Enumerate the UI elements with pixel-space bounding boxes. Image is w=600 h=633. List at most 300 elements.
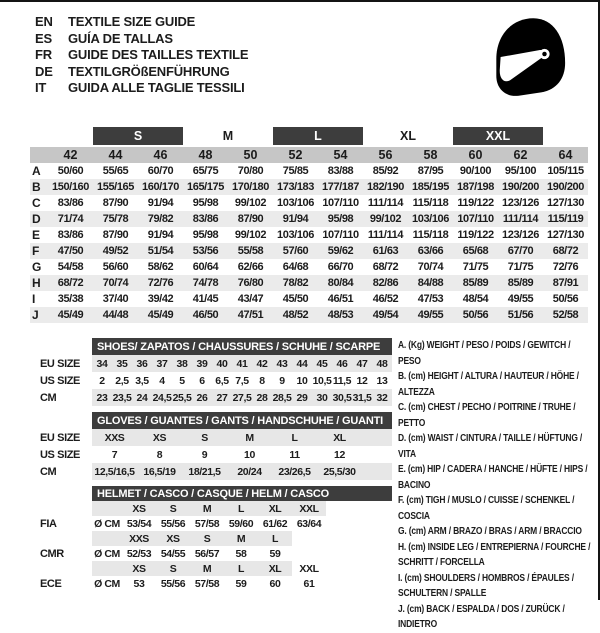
legend-line: D. (cm) WAIST / CINTURA / TAILLE / HÜFTUNG / VITA [398, 433, 583, 460]
size-value-cell: 47/51 [228, 307, 273, 323]
size-value-cell: 65/75 [192, 165, 219, 177]
language-code: IT [35, 80, 47, 95]
row-label: CM [30, 389, 92, 406]
size-value-cell: 30,5 [332, 389, 352, 406]
size-group-label: L [273, 127, 363, 146]
language-title: GUIDE DES TAILLES TEXTILE [68, 47, 249, 62]
size-value-cell: 87/90 [102, 229, 129, 241]
size-value-cell: 20/24 [227, 463, 272, 480]
size-value-cell: 45/50 [282, 293, 309, 305]
size-value-cell: 182/190 [363, 179, 408, 195]
table-title-bar: SHOES/ ZAPATOS / CHAUSSURES / SCHUHE / SCARPE [92, 338, 392, 355]
size-value-cell: 48/52 [273, 307, 318, 323]
size-value-cell: 67/70 [498, 243, 543, 259]
size-column-header: 46 [138, 146, 183, 163]
lower-tables [30, 338, 392, 597]
size-value-cell: 30 [312, 389, 332, 406]
size-value-cell: 11,5 [332, 374, 352, 387]
size-value-cell: 47/53 [417, 293, 444, 305]
size-value-cell: 115/118 [412, 229, 449, 241]
size-value-cell: 35 [112, 355, 132, 372]
racing-helmet-icon [486, 10, 572, 104]
size-value-cell: 87/91 [543, 275, 588, 291]
size-value-cell: 91/94 [147, 229, 174, 241]
size-value-cell: 71/75 [507, 261, 534, 273]
unit-cell: Ø CM [94, 517, 120, 530]
size-value-cell: 35/38 [57, 293, 84, 305]
size-value-cell: XL [317, 429, 362, 446]
size-value-cell: 50/60 [57, 165, 84, 177]
size-value-cell: 27 [212, 389, 232, 406]
size-value-cell: 48/53 [318, 307, 363, 323]
size-value-cell: 71/75 [462, 261, 489, 273]
size-value-cell: 47/50 [48, 243, 93, 259]
language-list [35, 14, 248, 97]
size-group-label: M [183, 127, 273, 146]
size-value-cell: 55/56 [160, 577, 186, 590]
size-64-gap-cell [543, 127, 588, 146]
size-value-cell: 46/51 [327, 293, 354, 305]
size-value-cell: 55/56 [160, 517, 186, 530]
size-value-cell: 49/55 [408, 307, 453, 323]
size-value-cell: 103/106 [408, 211, 453, 227]
size-value-cell: 43 [272, 355, 292, 372]
size-value-cell: 119/122 [457, 229, 494, 241]
size-value-cell: 44 [292, 355, 312, 372]
measurement-row-label: F [30, 243, 48, 259]
helmet-size-header: L [258, 531, 292, 546]
size-value-cell: 75/78 [93, 211, 138, 227]
helmet-size-header [292, 531, 326, 546]
measurement-legend [398, 338, 592, 633]
size-value-cell: 99/102 [234, 197, 267, 209]
textile-size-table [30, 127, 588, 323]
size-value-cell: 79/82 [138, 211, 183, 227]
size-value-cell: 54/55 [160, 547, 186, 560]
language-row [35, 31, 248, 48]
size-value-cell: 57/58 [194, 577, 220, 590]
size-column-header: 50 [228, 146, 273, 163]
measurement-row-label: B [30, 179, 48, 195]
size-value-cell: 72/76 [552, 261, 579, 273]
size-group-label: XXL [453, 127, 543, 146]
size-value-cell: 90/100 [459, 165, 492, 177]
size-value-cell: 16,5/19 [137, 463, 182, 480]
size-column-header: 64 [543, 146, 588, 163]
size-value-cell: 155/165 [93, 179, 138, 195]
size-42-gap-cell [48, 127, 93, 146]
size-value-cell: 111/114 [367, 197, 404, 209]
size-value-cell: 63/66 [408, 243, 453, 259]
gloves-size-table [30, 412, 392, 480]
legend-line: G. (cm) ARM / BRAZO / BRAS / ARM / BRACCIO [398, 526, 582, 537]
size-row-corner [30, 146, 48, 163]
language-title: GUÍA DE TALLAS [68, 30, 173, 46]
language-title: TEXTILE SIZE GUIDE [68, 14, 196, 29]
helmet-size-header: S [190, 531, 224, 546]
outside-cell [30, 486, 92, 501]
size-value-cell: 59/62 [318, 243, 363, 259]
size-value-cell: 11 [289, 448, 300, 461]
legend-line: J. (cm) BACK / ESPALDA / DOS / ZURÜCK / INDIETRO [398, 603, 565, 630]
measurement-row-label: D [30, 211, 48, 227]
size-value-cell: 63/64 [296, 517, 322, 530]
size-value-cell: 45/49 [138, 307, 183, 323]
size-value-cell: 53 [133, 577, 145, 590]
size-value-cell: 10 [296, 374, 308, 387]
size-value-cell: 60/64 [192, 261, 219, 273]
size-value-cell: 2 [99, 374, 105, 387]
language-row [35, 64, 248, 81]
language-title: GUIDA ALLE TAGLIE TESSILI [68, 80, 245, 95]
row-label: EU SIZE [30, 355, 92, 372]
size-value-cell: 58/62 [147, 261, 174, 273]
size-value-cell: 75/85 [282, 165, 309, 177]
size-value-cell: 105/115 [547, 165, 584, 177]
measurement-row-label: A [32, 164, 41, 178]
language-code: ES [35, 30, 52, 46]
unit-cell: Ø CM [94, 577, 120, 590]
size-value-cell: 25,5/30 [317, 463, 362, 480]
size-value-cell: 53/54 [126, 517, 152, 530]
size-value-cell: 37 [152, 355, 172, 372]
helmet-size-header: XXL [299, 562, 319, 575]
size-value-cell: 49/54 [363, 307, 408, 323]
filler-cell [326, 516, 392, 531]
helmet-size-header: XXS [122, 531, 156, 546]
size-value-cell: 177/187 [318, 179, 363, 195]
size-value-cell: 6,5 [215, 374, 229, 387]
size-value-cell: 23 [92, 389, 112, 406]
size-value-cell: 39 [192, 355, 212, 372]
size-value-cell: 18/21,5 [182, 463, 227, 480]
size-value-cell: 45/49 [48, 307, 93, 323]
size-value-cell: 91/94 [147, 197, 174, 209]
size-value-cell: 160/170 [138, 179, 183, 195]
size-value-cell: 48/54 [462, 293, 489, 305]
size-value-cell: 29 [292, 389, 312, 406]
size-value-cell: 115/118 [412, 197, 449, 209]
size-value-cell: 31,5 [352, 389, 372, 406]
legend-line: E. (cm) HIP / CADERA / HANCHE / HÜFTE / HIPS / BACINO [398, 464, 588, 491]
size-value-cell: 46 [332, 355, 352, 372]
unit-cell: Ø CM [94, 547, 120, 560]
size-value-cell: 165/175 [183, 179, 228, 195]
size-value-cell: 99/102 [363, 211, 408, 227]
unit-gap-cell [92, 531, 122, 546]
size-value-cell: 119/122 [457, 197, 494, 209]
size-value-cell: 85/89 [453, 275, 498, 291]
size-value-cell: 85/89 [498, 275, 543, 291]
size-value-cell: 38 [172, 355, 192, 372]
size-value-cell: 52/58 [543, 307, 588, 323]
language-row [35, 47, 248, 64]
size-value-cell: 7,5 [235, 374, 249, 387]
size-value-cell: 107/110 [322, 229, 359, 241]
size-value-cell: 42 [252, 355, 272, 372]
filler-cell [326, 576, 392, 591]
language-code: FR [35, 47, 52, 62]
size-value-cell: 41 [232, 355, 252, 372]
size-value-cell: 51/56 [498, 307, 543, 323]
measurement-row-label: C [32, 196, 41, 210]
corner-cell [30, 127, 48, 146]
size-value-cell: 56/60 [102, 261, 129, 273]
helmet-size-header: XS [156, 531, 190, 546]
size-value-cell: 51/54 [138, 243, 183, 259]
legend-line: F. (cm) TIGH / MUSLO / CUISSE / SCHENKEL / COSCIA [398, 495, 575, 522]
size-value-cell: 59/60 [228, 517, 254, 530]
size-value-cell: 46/50 [183, 307, 228, 323]
size-value-cell: 43/47 [237, 293, 264, 305]
size-value-cell: 9 [279, 374, 285, 387]
size-value-cell: 91/94 [273, 211, 318, 227]
size-value-cell: 25,5 [172, 389, 192, 406]
size-value-cell: 95/98 [192, 229, 219, 241]
size-value-cell: 32 [372, 389, 392, 406]
size-value-cell: 12,5/16,5 [92, 463, 137, 480]
size-value-cell: 23/26,5 [272, 463, 317, 480]
size-value-cell: 60/70 [147, 165, 174, 177]
size-column-header: 44 [93, 146, 138, 163]
size-value-cell: 47 [352, 355, 372, 372]
size-value-cell: 111/114 [367, 229, 404, 241]
size-value-cell: 83/86 [57, 197, 84, 209]
size-value-cell: 28,5 [272, 389, 292, 406]
size-column-header: 62 [498, 146, 543, 163]
size-value-cell: 95/100 [504, 165, 537, 177]
size-column-header: 58 [408, 146, 453, 163]
size-value-cell: 5 [179, 374, 185, 387]
size-value-cell: 66/70 [327, 261, 354, 273]
size-value-cell: 85/92 [372, 165, 399, 177]
size-value-cell: 57/58 [194, 517, 220, 530]
size-value-cell: 50/56 [453, 307, 498, 323]
legend-line: A. (Kg) WEIGHT / PESO / POIDS / GEWITCH / PESO [398, 340, 571, 367]
size-value-cell: 60 [269, 577, 281, 590]
size-column-header: 60 [453, 146, 498, 163]
row-label: US SIZE [30, 372, 92, 389]
size-value-cell: 12 [356, 374, 368, 387]
outside-cell [30, 412, 92, 429]
standard-label: FIA [30, 516, 92, 531]
size-value-cell: 87/95 [417, 165, 444, 177]
size-column-header: 48 [183, 146, 228, 163]
shoes-size-table [30, 338, 392, 406]
size-value-cell: 59 [269, 547, 281, 560]
helmet-size-header: XS [122, 501, 156, 516]
outside-cell [30, 531, 92, 546]
size-value-cell: 9 [201, 448, 208, 461]
size-value-cell: 80/84 [318, 275, 363, 291]
size-value-cell: 150/160 [48, 179, 93, 195]
size-value-cell: 70/80 [237, 165, 264, 177]
size-value-cell: 68/72 [48, 275, 93, 291]
size-value-cell: 44/48 [93, 307, 138, 323]
helmet-size-header: XS [122, 561, 156, 576]
size-value-cell: 12 [334, 448, 345, 461]
size-value-cell: 48 [372, 355, 392, 372]
filler-cell [362, 446, 392, 463]
unit-gap-cell [92, 501, 122, 516]
size-value-cell: 26 [192, 389, 212, 406]
size-value-cell: 83/88 [327, 165, 354, 177]
size-value-cell: 36 [132, 355, 152, 372]
size-value-cell: 8 [259, 374, 265, 387]
size-value-cell: 87/90 [102, 197, 129, 209]
size-value-cell: 87/90 [228, 211, 273, 227]
size-value-cell: 8 [156, 448, 163, 461]
size-value-cell: L [272, 429, 317, 446]
size-value-cell: 107/110 [322, 197, 359, 209]
size-column-header: 54 [318, 146, 363, 163]
helmet-size-header: M [224, 531, 258, 546]
size-value-cell: S [182, 429, 227, 446]
legend-line: C. (cm) CHEST / PECHO / POITRINE / TRUHE / PETTO [398, 402, 576, 429]
size-value-cell: 10 [244, 448, 255, 461]
standard-label: ECE [30, 576, 92, 591]
helmet-size-header: S [156, 561, 190, 576]
size-value-cell: 99/102 [234, 229, 267, 241]
row-label: US SIZE [30, 446, 92, 463]
size-value-cell: 58 [235, 547, 247, 560]
size-value-cell: XS [137, 429, 182, 446]
measurement-row-label: J [30, 307, 48, 323]
row-label: CM [30, 463, 92, 480]
size-value-cell: 37/40 [102, 293, 129, 305]
size-value-cell: 61/62 [262, 517, 288, 530]
measurement-row-label: G [32, 260, 42, 274]
size-value-cell: 68/72 [543, 243, 588, 259]
size-value-cell: XXS [92, 429, 137, 446]
size-value-cell: 103/106 [277, 229, 314, 241]
size-value-cell: 190/200 [543, 179, 588, 195]
helmet-size-header: XL [258, 501, 292, 516]
helmet-size-header: S [156, 501, 190, 516]
filler-cell [326, 501, 392, 516]
filler-cell [326, 561, 392, 576]
size-value-cell: 24,5 [152, 389, 172, 406]
size-value-cell: 76/80 [228, 275, 273, 291]
size-value-cell: 78/82 [273, 275, 318, 291]
measurement-row-label: I [32, 292, 36, 306]
size-value-cell: 49/52 [93, 243, 138, 259]
helmet-size-table [30, 486, 392, 591]
legend-line: I. (cm) SHOULDERS / HOMBROS / ÉPAULES / SCHULTERN / SPALLE [398, 572, 574, 599]
size-value-cell: 103/106 [277, 197, 314, 209]
size-value-cell: 95/98 [318, 211, 363, 227]
size-value-cell: 24 [132, 389, 152, 406]
size-value-cell: 56/57 [194, 547, 220, 560]
size-value-cell: 2,5 [115, 374, 129, 387]
size-value-cell: 55/65 [102, 165, 129, 177]
filler-cell [362, 463, 392, 480]
size-group-label: S [93, 127, 183, 146]
size-value-cell: 187/198 [453, 179, 498, 195]
language-row [35, 14, 248, 31]
size-value-cell: 111/114 [498, 211, 543, 227]
size-value-cell: 64/68 [282, 261, 309, 273]
size-group-label: XL [363, 127, 453, 146]
language-row [35, 80, 248, 97]
size-value-cell: 190/200 [498, 179, 543, 195]
unit-gap-cell [92, 561, 122, 576]
size-value-cell: 70/74 [417, 261, 444, 273]
size-value-cell: 40 [212, 355, 232, 372]
size-value-cell: 71/74 [48, 211, 93, 227]
size-value-cell: 50/56 [552, 293, 579, 305]
size-value-cell: 27,5 [232, 389, 252, 406]
size-value-cell: 83/86 [57, 229, 84, 241]
size-value-cell: 3,5 [135, 374, 149, 387]
filler-cell [362, 429, 392, 446]
size-value-cell: 39/42 [147, 293, 174, 305]
size-value-cell: 53/56 [183, 243, 228, 259]
size-value-cell: 13 [376, 374, 388, 387]
size-value-cell: 95/98 [192, 197, 219, 209]
legend-line: B. (cm) HEIGHT / ALTURA / HAUTEUR / HÖHE / ALTEZZA [398, 371, 579, 398]
size-value-cell: 55/58 [228, 243, 273, 259]
size-value-cell: 82/86 [363, 275, 408, 291]
size-value-cell: 65/68 [453, 243, 498, 259]
size-value-cell: 52/53 [126, 547, 152, 560]
size-value-cell: 123/126 [502, 197, 539, 209]
size-value-cell: 41/45 [192, 293, 219, 305]
size-value-cell: 70/74 [93, 275, 138, 291]
size-value-cell: 57/60 [273, 243, 318, 259]
size-value-cell: 6 [199, 374, 205, 387]
filler-cell [326, 546, 392, 561]
size-value-cell: 7 [111, 448, 118, 461]
language-code: EN [35, 14, 53, 29]
measurement-row-label: E [32, 228, 41, 242]
size-value-cell: 84/88 [408, 275, 453, 291]
outside-cell [30, 561, 92, 576]
size-value-cell [292, 546, 326, 561]
measurement-row-label: H [30, 275, 48, 291]
size-value-cell: 185/195 [408, 179, 453, 195]
size-value-cell: 173/183 [273, 179, 318, 195]
row-label: EU SIZE [30, 429, 92, 446]
size-value-cell: 107/110 [453, 211, 498, 227]
outside-cell [30, 501, 92, 516]
helmet-size-header: L [224, 501, 258, 516]
size-value-cell: 127/130 [547, 229, 584, 241]
size-value-cell: M [227, 429, 272, 446]
size-value-cell: 127/130 [547, 197, 584, 209]
size-value-cell: 123/126 [502, 229, 539, 241]
size-value-cell: 61/63 [363, 243, 408, 259]
outside-cell [30, 338, 92, 355]
helmet-size-header: XXL [292, 501, 326, 516]
helmet-size-header: L [224, 561, 258, 576]
size-value-cell: 170/180 [228, 179, 273, 195]
size-value-cell: 115/119 [543, 211, 588, 227]
size-value-cell: 62/66 [237, 261, 264, 273]
size-value-cell: 46/52 [372, 293, 399, 305]
language-title: TEXTILGRÖßENFÜHRUNG [68, 63, 230, 79]
size-value-cell: 49/55 [507, 293, 534, 305]
size-value-cell: 61 [303, 577, 315, 590]
helmet-size-header: M [190, 561, 224, 576]
legend-line: H. (cm) INSIDE LEG / ENTREPIERNA / FOURCHE / SCHRITT / FORCELLA [398, 541, 591, 568]
size-value-cell: 74/78 [183, 275, 228, 291]
size-value-cell: 28 [252, 389, 272, 406]
size-value-cell: 4 [159, 374, 165, 387]
size-value-cell: 10,5 [312, 374, 332, 387]
filler-cell [326, 531, 392, 546]
size-value-cell: 83/86 [183, 211, 228, 227]
